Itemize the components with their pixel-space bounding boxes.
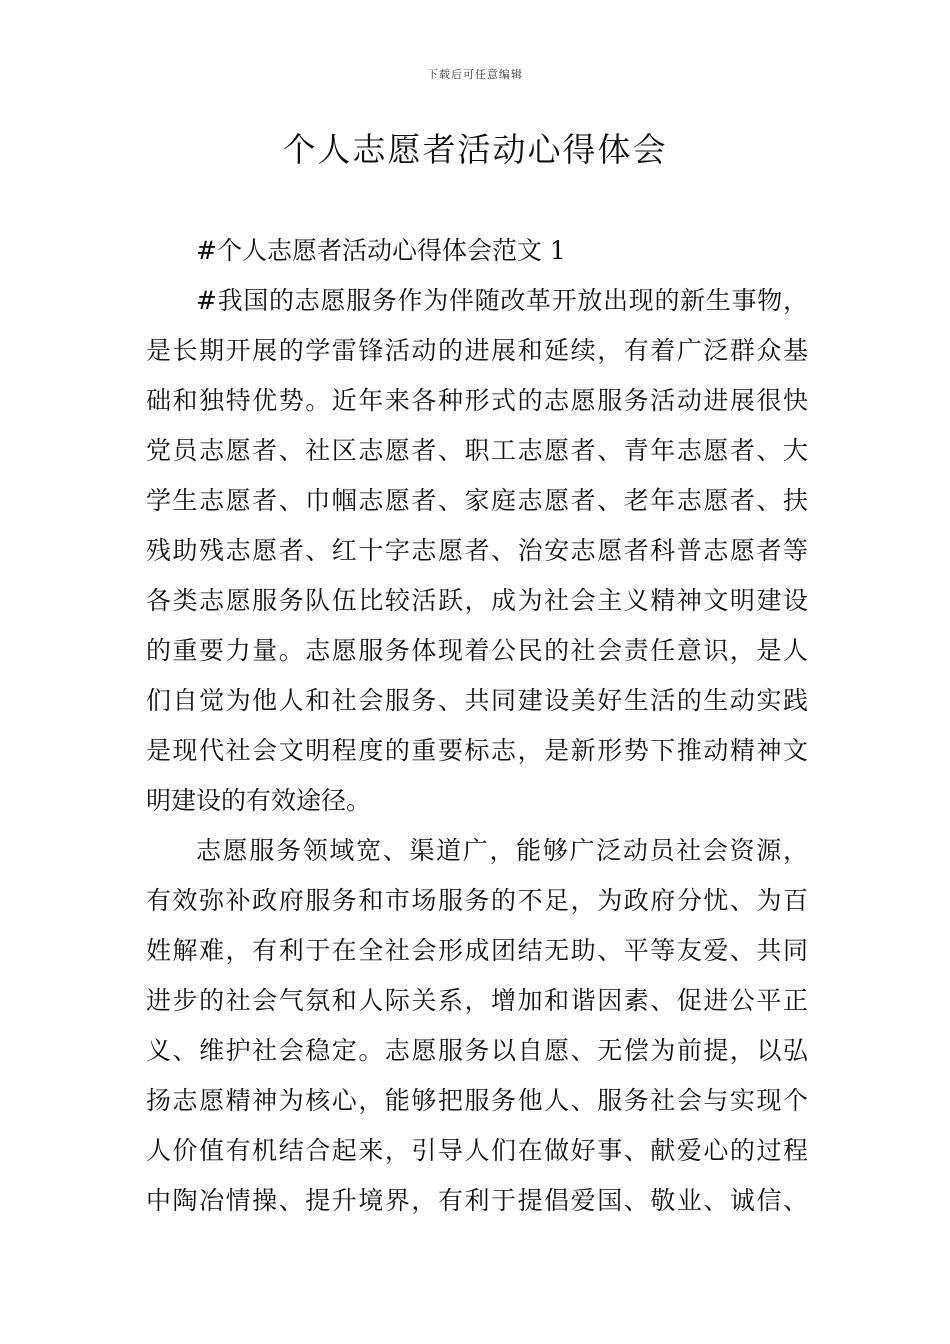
text-line: #个人志愿者活动心得体会范文 1 xyxy=(196,236,566,265)
text-line: 有效弥补政府服务和市场服务的不足，为政府分忧、为百 xyxy=(146,886,808,915)
text-line: 明建设的有效途径。 xyxy=(146,786,372,815)
text-line: 学生志愿者、巾帼志愿者、家庭志愿者、老年志愿者、扶 xyxy=(146,486,808,515)
text-line: 是现代社会文明程度的重要标志，是新形势下推动精神文 xyxy=(146,736,808,765)
text-line: 们自觉为他人和社会服务、共同建设美好生活的生动实践 xyxy=(146,686,808,715)
text-line: 的重要力量。志愿服务体现着公民的社会责任意识，是人 xyxy=(146,636,808,665)
text-line: 是长期开展的学雷锋活动的进展和延续，有着广泛群众基 xyxy=(146,336,808,365)
text-line: 中陶冶情操、提升境界，有利于提倡爱国、敬业、诚信、 xyxy=(146,1186,808,1215)
text-line: 各类志愿服务队伍比较活跃，成为社会主义精神文明建设 xyxy=(146,586,808,615)
text-line: 进步的社会气氛和人际关系，增加和谐因素、促进公平正 xyxy=(146,986,808,1015)
page-title: 个人志愿者活动心得体会 xyxy=(282,130,668,169)
text-line: 础和独特优势。近年来各种形式的志愿服务活动进展很快 xyxy=(146,386,808,415)
text-line: 义、维护社会稳定。志愿服务以自愿、无偿为前提，以弘 xyxy=(146,1036,808,1065)
text-line: 党员志愿者、社区志愿者、职工志愿者、青年志愿者、大 xyxy=(146,436,808,465)
header-note: 下载后可任意编辑 xyxy=(427,68,523,81)
text-line: #我国的志愿服务作为伴随改革开放出现的新生事物， xyxy=(196,286,808,315)
body-text xyxy=(146,226,808,1226)
text-line: 扬志愿精神为核心，能够把服务他人、服务社会与实现个 xyxy=(146,1086,808,1115)
text-line: 人价值有机结合起来，引导人们在做好事、献爱心的过程 xyxy=(146,1136,808,1165)
text-line: 姓解难，有利于在全社会形成团结无助、平等友爱、共同 xyxy=(146,936,808,965)
text-line: 志愿服务领域宽、渠道广，能够广泛动员社会资源， xyxy=(196,836,808,865)
text-line: 残助残志愿者、红十字志愿者、治安志愿者科普志愿者等 xyxy=(146,536,808,565)
